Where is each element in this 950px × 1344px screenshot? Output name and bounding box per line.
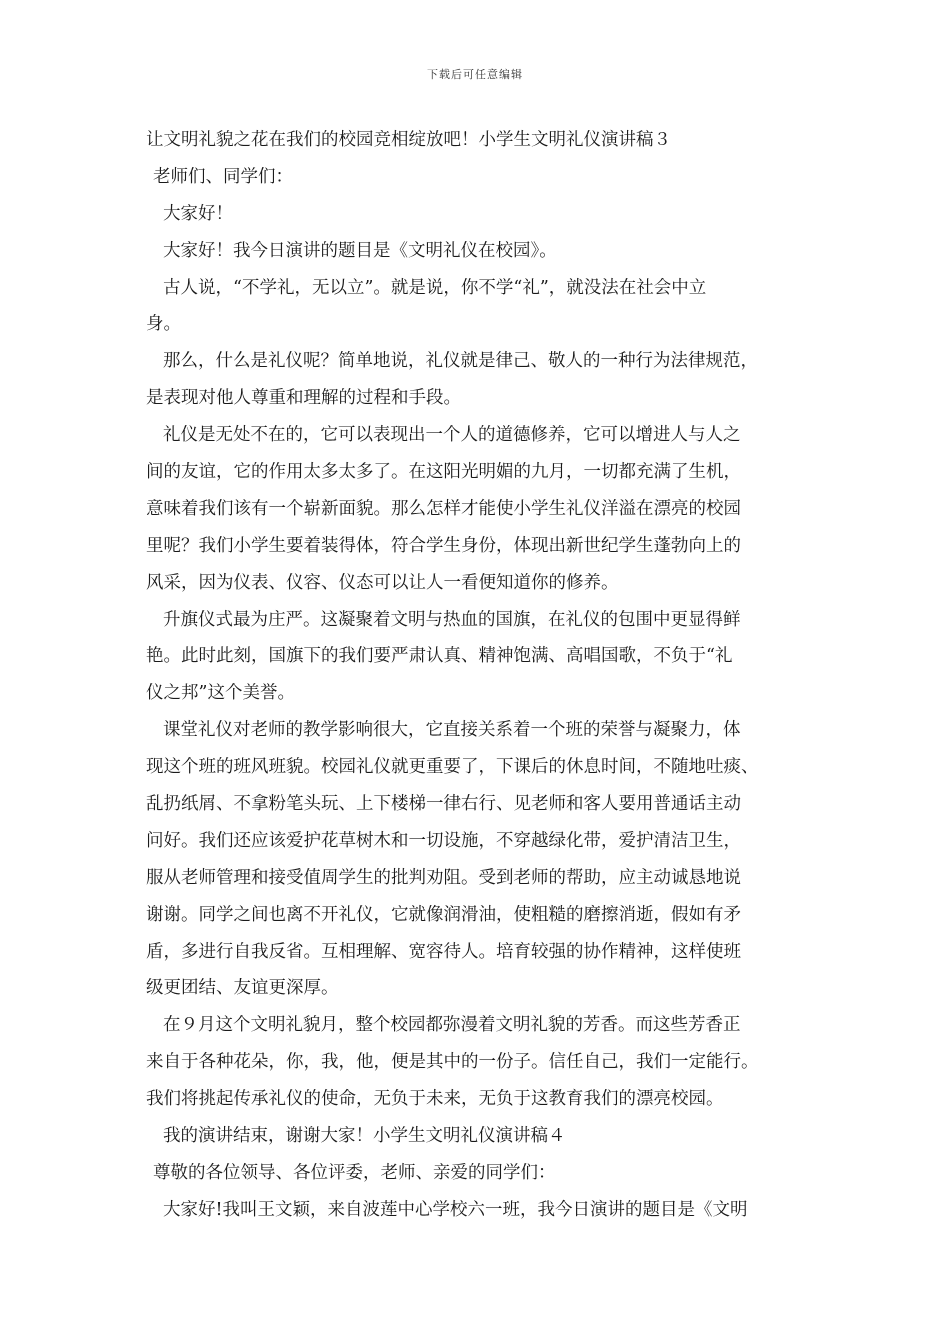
paragraph-line: 大家好！我今日演讲的题目是《文明礼仪在校园》。 — [163, 240, 557, 261]
paragraph-line: 身。 — [146, 314, 181, 335]
paragraph-line: 级更团结、友谊更深厚。 — [146, 978, 339, 999]
paragraph-line: 间的友谊，它的作用太多太多了。在这阳光明媚的九月，一切都充满了生机， — [146, 462, 741, 483]
salutation-line: 尊敬的各位领导、各位评委，老师、亲爱的同学们： — [153, 1162, 556, 1183]
paragraph-line: 那么，什么是礼仪呢？简单地说，礼仪就是律己、敬人的一种行为法律规范， — [163, 351, 758, 372]
paragraph-line: 谢谢。同学之间也离不开礼仪，它就像润滑油，使粗糙的磨擦消逝，假如有矛 — [146, 904, 741, 925]
paragraph-line: 是表现对他人尊重和理解的过程和手段。 — [146, 388, 461, 409]
paragraph-line: 现这个班的班风班貌。校园礼仪就更重要了，下课后的休息时间，不随地吐痰、 — [146, 757, 759, 778]
paragraph-line: 我们将挑起传承礼仪的使命，无负于未来，无负于这教育我们的漂亮校园。 — [146, 1089, 724, 1110]
paragraph-line: 服从老师管理和接受值周学生的批判劝阻。受到老师的帮助，应主动诚恳地说 — [146, 867, 741, 888]
paragraph-line: 课堂礼仪对老师的教学影响很大，它直接关系着一个班的荣誉与凝聚力，体 — [163, 720, 741, 741]
paragraph-line: 升旗仪式最为庄严。这凝聚着文明与热血的国旗，在礼仪的包围中更显得鲜 — [163, 609, 741, 630]
paragraph-line: 问好。我们还应该爱护花草树木和一切设施，不穿越绿化带，爱护清洁卫生， — [146, 830, 741, 851]
paragraph-line: 我的演讲结束，谢谢大家！小学生文明礼仪演讲稿４ — [163, 1126, 566, 1147]
salutation-line: 老师们、同学们： — [153, 166, 293, 187]
paragraph-line: 让文明礼貌之花在我们的校园竞相绽放吧！小学生文明礼仪演讲稿３ — [146, 130, 671, 150]
paragraph-line: 礼仪是无处不在的，它可以表现出一个人的道德修养，它可以增进人与人之 — [163, 425, 741, 446]
paragraph-line: 意味着我们该有一个崭新面貌。那么怎样才能使小学生礼仪洋溢在漂亮的校园 — [146, 498, 741, 519]
paragraph-line: 风采，因为仪表、仪容、仪态可以让人一看便知道你的修养。 — [146, 572, 619, 593]
paragraph-line: 里呢？我们小学生要着装得体，符合学生身份，体现出新世纪学生蓬勃向上的 — [146, 535, 741, 556]
paragraph-line: 古人说，“不学礼，无以立”。就是说，你不学“礼”，就没法在社会中立 — [163, 277, 707, 298]
paragraph-line: 乱扔纸屑、不拿粉笔头玩、上下楼梯一律右行、见老师和客人要用普通话主动 — [146, 794, 741, 815]
paragraph-line: 来自于各种花朵，你，我，他，便是其中的一份子。信任自己，我们一定能行。 — [146, 1052, 759, 1073]
paragraph-line: 艳。此时此刻，国旗下的我们要严肃认真、精神饱满、高唱国歌，不负于“礼 — [146, 646, 733, 667]
paragraph-line: 在９月这个文明礼貌月，整个校园都弥漫着文明礼貌的芳香。而这些芳香正 — [163, 1015, 741, 1036]
paragraph-line: 仪之邦”这个美誉。 — [146, 683, 295, 704]
paragraph-line: 大家好!我叫王文颖，来自波莲中心学校六一班，我今日演讲的题目是《文明 — [163, 1199, 748, 1220]
paragraph-line: 盾，多进行自我反省。互相理解、宽容待人。培育较强的协作精神，这样使班 — [146, 941, 741, 962]
page-header: 下载后可任意编辑 — [427, 68, 523, 81]
document-body — [146, 122, 810, 1229]
greeting-line: 大家好！ — [163, 203, 233, 224]
